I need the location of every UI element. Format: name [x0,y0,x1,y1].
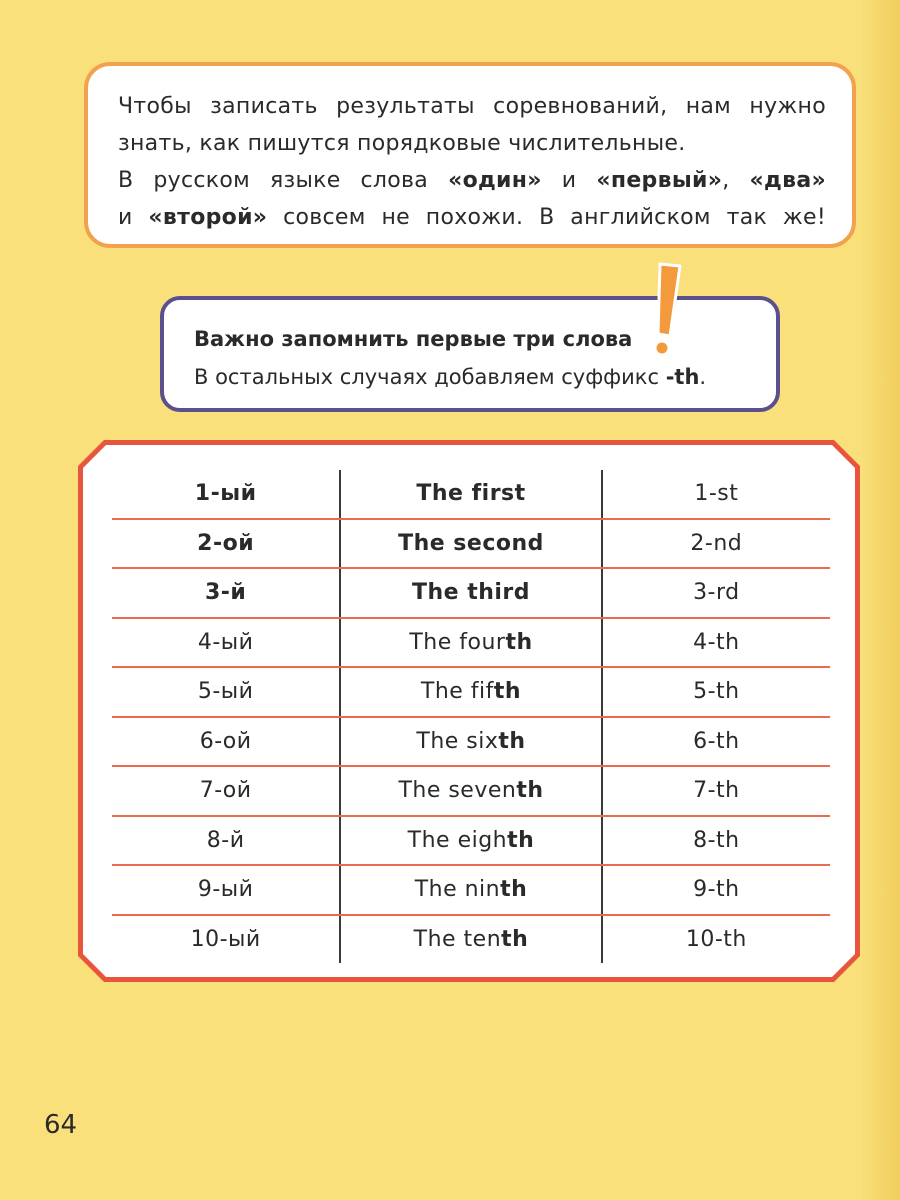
english-ordinal-base: The four [409,629,506,655]
english-ordinal-suffix: th [493,679,522,705]
table-row [112,915,830,964]
intro-line-3-text-a: В русском языке слова [118,168,449,193]
russian-ordinal-cell: 1-ый [112,470,340,519]
note-body-text: В остальных случаях добавляем суффикс [194,365,666,389]
russian-ordinal-cell: 3-й [112,568,340,618]
english-ordinal-suffix: th [501,926,529,952]
short-ordinal-cell: 9-th [602,865,830,915]
russian-ordinal-cell: 8-й [112,816,340,866]
intro-line-3 [118,162,826,199]
english-ordinal-cell [340,618,601,668]
short-ordinal-cell: 8-th [602,816,830,866]
table-row [112,519,830,569]
page-number: 64 [44,1110,78,1140]
english-ordinal-cell [340,915,601,964]
table-row [112,568,830,618]
note-suffix: -th [665,365,700,389]
english-ordinal-cell [340,717,601,767]
intro-line-3-text-b: и [541,168,597,193]
english-ordinal-base: The third [411,580,531,606]
short-ordinal-cell: 1-st [602,470,830,519]
short-ordinal-cell: 4-th [602,618,830,668]
page-edge-shadow [860,0,900,1200]
note-body-end: . [699,365,707,389]
word-vtoroy: «второй» [148,205,268,230]
english-ordinal-base: The eigh [407,827,508,853]
intro-line-4-text-a: и [118,205,149,230]
table-row [112,470,830,519]
russian-ordinal-cell: 6-ой [112,717,340,767]
intro-line-2 [118,125,826,162]
english-ordinal-suffix: th [498,728,526,754]
english-ordinal-suffix: th [516,778,544,804]
short-ordinal-cell: 3-rd [602,568,830,618]
table-row [112,865,830,915]
english-ordinal-cell [340,766,601,816]
short-ordinal-cell: 5-th [602,667,830,717]
short-ordinal-cell: 6-th [602,717,830,767]
english-ordinal-base: The second [398,530,544,556]
english-ordinal-cell [340,865,601,915]
english-ordinal-base: The ten [413,926,502,952]
intro-text-box [84,62,856,248]
english-ordinal-cell [340,816,601,866]
exclamation-icon [646,258,686,358]
important-note-box [160,296,780,412]
intro-line-4 [118,199,826,236]
russian-ordinal-cell: 10-ый [112,915,340,964]
word-dva: «два» [749,168,826,193]
english-ordinal-base: The first [416,481,526,507]
table-row [112,618,830,668]
russian-ordinal-cell: 2-ой [112,519,340,569]
english-ordinal-base: The six [416,728,499,754]
english-ordinal-cell [340,470,601,519]
intro-line-1: Чтобы записать результаты соревнований, нам нужно [118,94,826,119]
intro-line-4-text-b: совсем не похожи. В английском так же! [267,205,826,230]
english-ordinal-cell [340,519,601,569]
short-ordinal-cell: 2-nd [602,519,830,569]
english-ordinal-cell [340,667,601,717]
table-row [112,816,830,866]
note-body [194,358,748,396]
table-row [112,667,830,717]
russian-ordinal-cell: 9-ый [112,865,340,915]
english-ordinal-base: The fif [420,679,494,705]
short-ordinal-cell: 10-th [685,926,747,952]
table-row [112,766,830,816]
word-odin: «один» [448,168,542,193]
word-perviy: «первый» [596,168,723,193]
note-title: Важно запомнить первые три слова [194,327,633,351]
russian-ordinal-cell: 7-ой [112,766,340,816]
english-ordinal-base: The nin [414,877,501,903]
english-ordinal-suffix: th [507,827,535,853]
ordinal-numbers-table [112,470,830,963]
english-ordinal-cell [340,568,601,618]
russian-ordinal-cell: 4-ый [112,618,340,668]
intro-line-2-text: знать, как пишутся порядковые числительные. [118,131,686,156]
short-ordinal-cell: 7-th [602,766,830,816]
english-ordinal-suffix: th [500,877,528,903]
russian-ordinal-cell: 5-ый [112,667,340,717]
english-ordinal-base: The seven [398,778,517,804]
english-ordinal-suffix: th [505,629,533,655]
intro-line-3-text-c: , [722,168,750,193]
table-row [112,717,830,767]
